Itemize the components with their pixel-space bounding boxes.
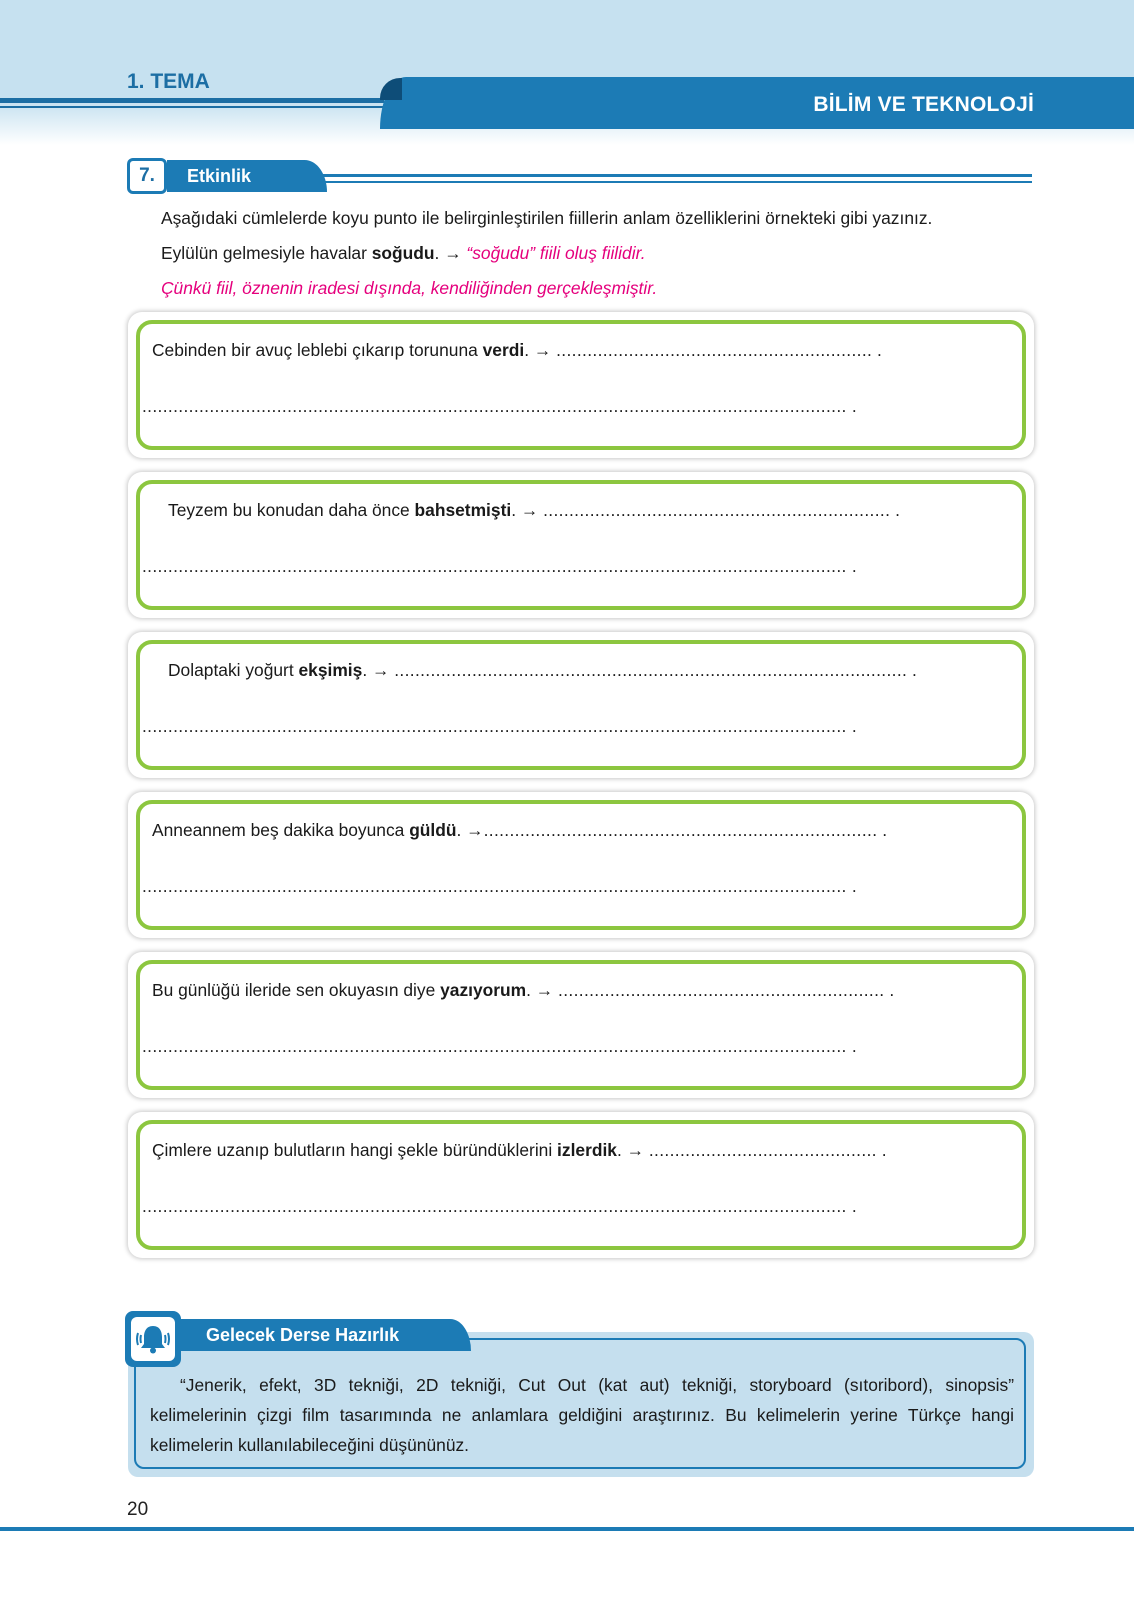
activity-rule-thin bbox=[320, 181, 1032, 183]
target-verb: ekşimiş bbox=[298, 660, 363, 680]
page-number: 20 bbox=[127, 1499, 149, 1520]
preparation-text bbox=[150, 1370, 1014, 1460]
sentence-text: Çimlere uzanıp bulutların hangi şekle büründüklerini bbox=[152, 1140, 558, 1160]
exercise-sentence bbox=[152, 340, 882, 361]
preparation-title: Gelecek Derse Hazırlık bbox=[206, 1325, 400, 1345]
answer-line[interactable]: ........................................................................................................................................ . bbox=[142, 1196, 858, 1216]
answer-blank[interactable]: ............................................................. bbox=[556, 340, 873, 360]
answer-blank[interactable]: ............................................ bbox=[648, 1140, 877, 1160]
arrow: . → bbox=[362, 660, 395, 680]
answer-line[interactable]: ........................................................................................................................................ . bbox=[142, 556, 858, 576]
sentence-end: . bbox=[877, 820, 888, 840]
target-verb: güldü bbox=[409, 820, 457, 840]
example-suffix: . → bbox=[434, 243, 462, 263]
sentence-text: Bu günlüğü ileride sen okuyasın diye bbox=[152, 980, 441, 1000]
example-explanation: Çünkü fiil, öznenin iradesi dışında, kendiliğinden gerçekleşmiştir. bbox=[161, 278, 658, 298]
exercise-sentence bbox=[152, 980, 894, 1001]
target-verb: izlerdik bbox=[557, 1140, 617, 1160]
answer-line[interactable]: ........................................................................................................................................ . bbox=[142, 1036, 858, 1056]
exercise-box bbox=[128, 312, 1034, 458]
theme-title: BİLİM VE TEKNOLOJİ bbox=[813, 93, 1034, 116]
activity-number: 7. bbox=[127, 158, 167, 194]
exercise-sentence bbox=[168, 660, 917, 681]
arrow: . → bbox=[511, 500, 544, 520]
exercise-sentence bbox=[152, 820, 887, 841]
arrow: . → bbox=[456, 820, 484, 840]
exercise-box bbox=[128, 1112, 1034, 1258]
arrow: . → bbox=[616, 1140, 649, 1160]
sentence-end: . bbox=[884, 980, 895, 1000]
preparation-body: “Jenerik, efekt, 3D tekniği, 2D tekniği, Cut Out (kat aut) tekniği, storyboard (sıtoribord), sinopsis” kelimelerinin çizgi film tasarımında ne anlamlara geldiğini araştırınız. Bu kelimelerin yerine Türkçe hangi kelimelerin kullanılabileceğini düşününüz. bbox=[150, 1375, 1014, 1455]
answer-blank[interactable]: ................................................................................................... bbox=[394, 660, 908, 680]
example-verb: soğudu bbox=[371, 243, 435, 263]
instruction-text: Aşağıdaki cümlelerde koyu punto ile belirginleştirilen fiillerin anlam özelliklerini örnekteki gibi yazınız. bbox=[161, 208, 933, 228]
arrow: . → bbox=[526, 980, 559, 1000]
theme-number: 1. TEMA bbox=[127, 70, 210, 93]
target-verb: yazıyorum bbox=[440, 980, 527, 1000]
sentence-end: . bbox=[890, 500, 900, 520]
sentence-end: . bbox=[876, 1140, 887, 1160]
bell-icon bbox=[131, 1317, 175, 1361]
sentence-text: Cebinden bir avuç leblebi çıkarıp torununa bbox=[152, 340, 483, 360]
footer-rule bbox=[0, 1527, 1134, 1531]
sentence-end: . bbox=[872, 340, 882, 360]
exercise-box bbox=[128, 792, 1034, 938]
answer-line[interactable]: ........................................................................................................................................ . bbox=[142, 876, 858, 896]
sentence-end: . bbox=[907, 660, 917, 680]
activity-rule bbox=[320, 174, 1032, 177]
exercise-box bbox=[128, 632, 1034, 778]
header-divider bbox=[0, 98, 384, 103]
exercise-box bbox=[128, 472, 1034, 618]
exercise-box bbox=[128, 952, 1034, 1098]
target-verb: verdi bbox=[482, 340, 525, 360]
sentence-text: Dolaptaki yoğurt bbox=[168, 660, 299, 680]
exercise-sentence bbox=[168, 500, 900, 521]
target-verb: bahsetmişti bbox=[414, 500, 512, 520]
exercise-sentence bbox=[152, 1140, 887, 1161]
arrow: . → bbox=[524, 340, 557, 360]
preparation-icon-badge bbox=[125, 1311, 181, 1367]
header-divider-thin bbox=[0, 106, 384, 108]
sentence-text: Teyzem bu konudan daha önce bbox=[168, 500, 415, 520]
example-sentence bbox=[161, 242, 646, 264]
activity-label: Etkinlik bbox=[187, 166, 252, 186]
answer-blank[interactable]: ............................................................... bbox=[558, 980, 885, 1000]
example-prefix: Eylülün gelmesiyle havalar bbox=[161, 243, 372, 263]
answer-blank[interactable]: ............................................................................ bbox=[483, 820, 878, 840]
answer-blank[interactable]: ................................................................... bbox=[543, 500, 891, 520]
answer-line[interactable]: ........................................................................................................................................ . bbox=[142, 716, 858, 736]
example-answer: “soğudu” fiili oluş fiilidir. bbox=[461, 243, 646, 263]
answer-line[interactable]: ........................................................................................................................................ . bbox=[142, 396, 858, 416]
sentence-text: Anneannem beş dakika boyunca bbox=[152, 820, 410, 840]
